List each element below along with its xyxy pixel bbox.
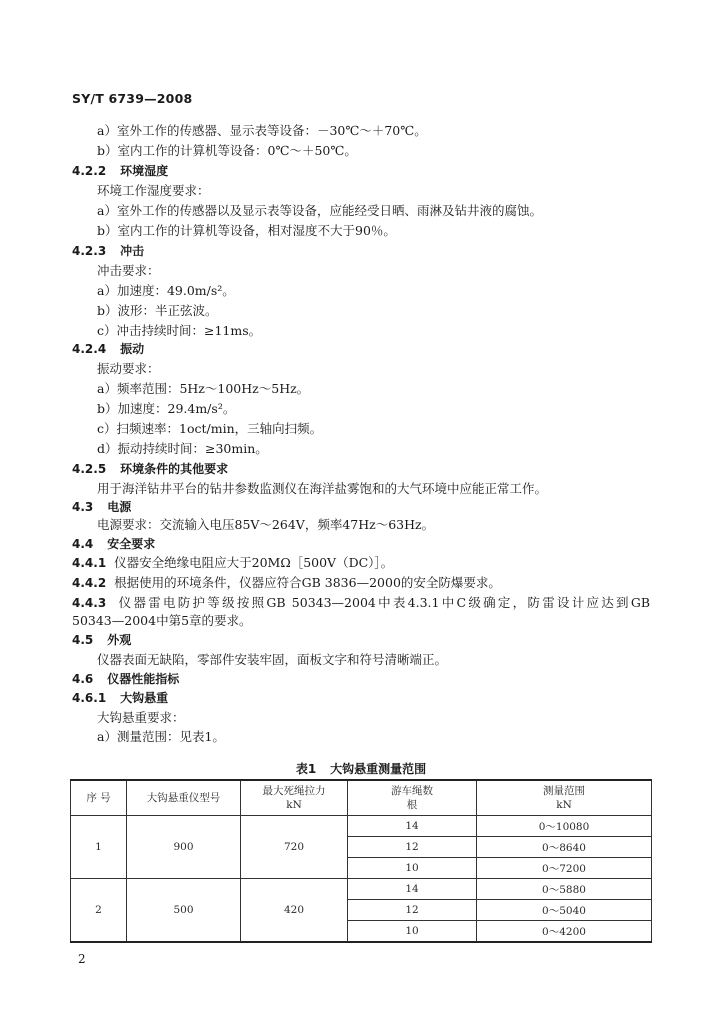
text-line: 大钩悬重要求：	[97, 710, 185, 725]
header-range: 测量范围 kN	[477, 780, 652, 816]
section-heading: 4.5 外观	[72, 633, 132, 647]
standard-code-header: SY/T 6739—2008	[72, 91, 193, 106]
cell-lines: 10	[348, 921, 477, 943]
text-line: 振动要求：	[97, 361, 160, 376]
table-caption: 表1 大钩悬重测量范围	[295, 762, 427, 776]
cell-lines: 14	[348, 879, 477, 900]
text-line: a）频率范围：5Hz～100Hz～5Hz。	[97, 381, 310, 396]
hook-load-range-table	[70, 779, 652, 943]
section-heading: 4.6 仪器性能指标	[72, 672, 180, 686]
section-heading: 4.2.4 振动	[72, 342, 145, 356]
clause-line: 4.4.3 仪器雷电防护等级按照GB 50343—2004中表4.3.1中C级确定，防雷设计应达到GB	[72, 595, 651, 610]
table-row	[71, 879, 652, 900]
cell-model: 500	[127, 879, 241, 943]
text-line: b）加速度：29.4m/s²。	[97, 401, 236, 416]
cell-range: 0～5880	[477, 879, 652, 900]
cell-seq: 2	[71, 879, 127, 943]
text-line: b）室内工作的计算机等设备：0℃～＋50℃。	[97, 143, 357, 158]
text-line: b）室内工作的计算机等设备，相对湿度不大于90％。	[97, 223, 396, 238]
cell-model: 900	[127, 816, 241, 879]
clause-line: 4.4.1 仪器安全绝缘电阻应大于20MΩ［500V（DC）］。	[72, 555, 394, 570]
text-line: b）波形：半正弦波。	[97, 303, 218, 318]
section-heading: 4.6.1 大钩悬重	[72, 691, 169, 705]
cell-lines: 10	[348, 858, 477, 879]
text-line: a）室外工作的传感器、显示表等设备：－30℃～＋70℃。	[97, 123, 427, 138]
cell-range: 0～10080	[477, 816, 652, 837]
cell-range: 0～7200	[477, 858, 652, 879]
text-line: a）室外工作的传感器以及显示表等设备，应能经受日晒、雨淋及钻井液的腐蚀。	[97, 203, 542, 218]
text-line: a）加速度：49.0m/s²。	[97, 283, 235, 298]
table-row	[71, 816, 652, 837]
cell-lines: 12	[348, 837, 477, 858]
clause-line-continued: 50343—2004中第5章的要求。	[72, 613, 252, 628]
cell-range: 0～8640	[477, 837, 652, 858]
text-line: 仪器表面无缺陷，零部件安装牢固，面板文字和符号清晰端正。	[97, 652, 448, 667]
table-header-row	[71, 780, 652, 816]
header-lines: 游车绳数 根	[348, 780, 477, 816]
cell-lines: 14	[348, 816, 477, 837]
text-line: 用于海洋钻井平台的钻井参数监测仪在海洋盐雾饱和的大气环境中应能正常工作。	[97, 481, 548, 496]
section-heading: 4.2.5 环境条件的其他要求	[72, 462, 229, 476]
cell-force: 420	[241, 879, 348, 943]
cell-seq: 1	[71, 816, 127, 879]
header-model: 大钩悬重仪型号	[127, 780, 241, 816]
text-line: d）振动持续时间：≥30min。	[97, 441, 268, 456]
cell-range: 0～4200	[477, 921, 652, 943]
text-line: a）测量范围：见表1。	[97, 729, 225, 744]
cell-lines: 12	[348, 900, 477, 921]
header-seq: 序 号	[71, 780, 127, 816]
text-line: 冲击要求：	[97, 263, 160, 278]
page-number: 2	[78, 952, 86, 966]
text-line: c）冲击持续时间：≥11ms。	[97, 323, 262, 338]
text-line: 环境工作湿度要求：	[97, 183, 210, 198]
cell-range: 0～5040	[477, 900, 652, 921]
text-line: c）扫频速率：1oct/min，三轴向扫频。	[97, 421, 323, 436]
section-heading: 4.2.3 冲击	[72, 244, 145, 258]
cell-force: 720	[241, 816, 348, 879]
header-force: 最大死绳拉力 kN	[241, 780, 348, 816]
section-heading: 4.3 电源	[72, 500, 132, 514]
text-line: 电源要求：交流输入电压85V～264V，频率47Hz～63Hz。	[97, 517, 435, 532]
section-heading: 4.4 安全要求	[72, 537, 156, 551]
clause-line: 4.4.2 根据使用的环境条件，仪器应符合GB 3836—2000的安全防爆要求。	[72, 575, 501, 590]
section-heading: 4.2.2 环境湿度	[72, 164, 169, 178]
